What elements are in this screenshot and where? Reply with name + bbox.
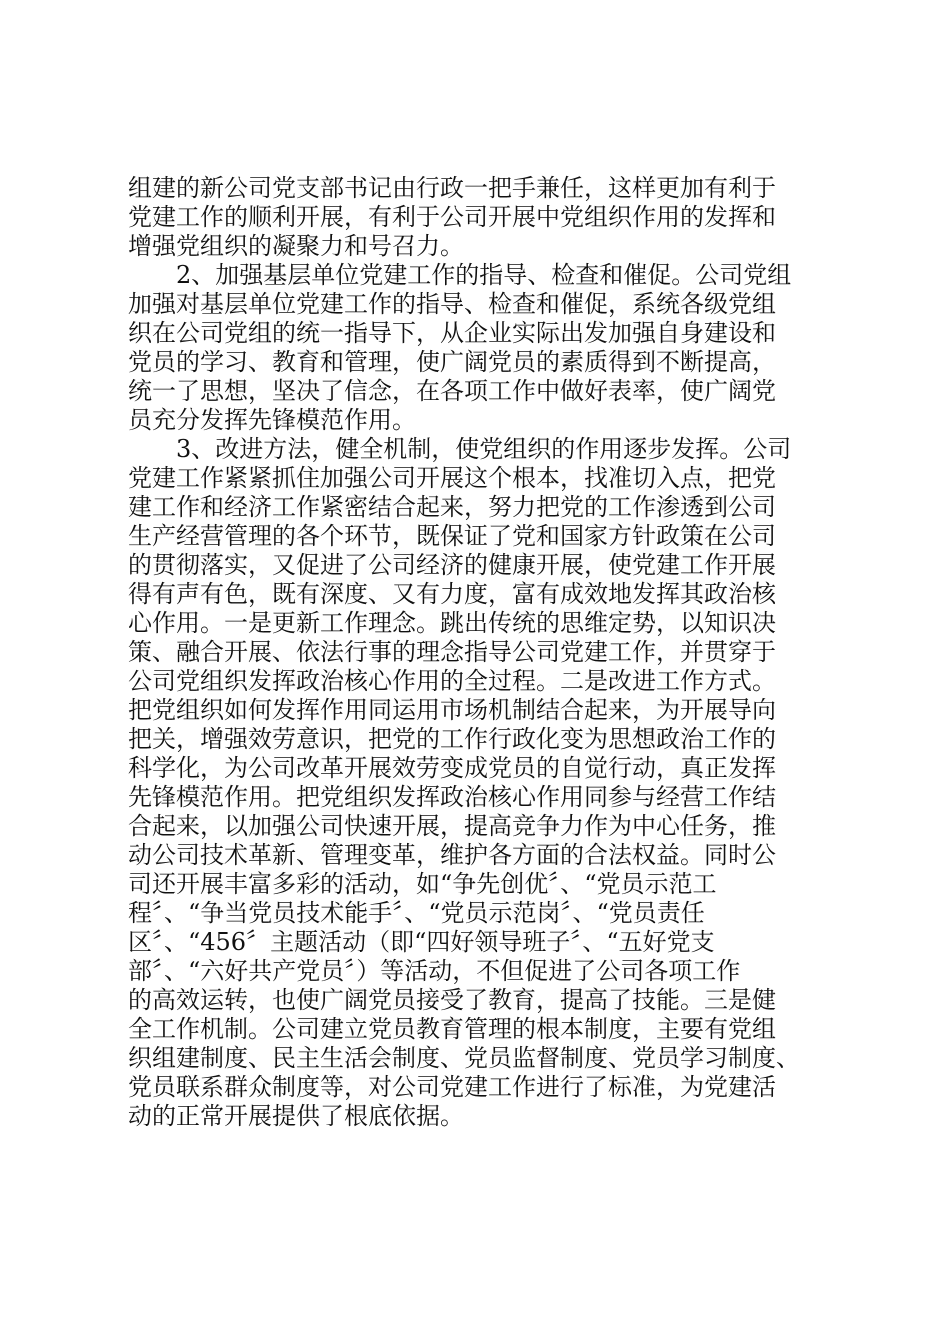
text-line: 区〞、“456〞主题活动（即“四好领导班子〞、“五好党支	[128, 928, 715, 956]
paragraph-first-line: 3、改进方法，健全机制，使党组织的作用逐步发挥。公司	[176, 435, 792, 463]
text-line: 科学化，为公司改革开展效劳变成党员的自觉行动，真正发挥	[128, 754, 776, 782]
text-line: 党员联系群众制度等，对公司党建工作进行了标准，为党建活	[128, 1073, 776, 1101]
text-line: 统一了思想，坚决了信念，在各项工作中做好表率，使广阔党	[128, 377, 776, 405]
text-line: 员充分发挥先锋模范作用。	[128, 406, 416, 434]
text-line: 全工作机制。公司建立党员教育管理的根本制度，主要有党组	[128, 1015, 776, 1043]
text-line: 心作用。一是更新工作理念。跳出传统的思维定势，以知识决	[128, 609, 776, 637]
document-body	[128, 174, 828, 1131]
text-line: 组建的新公司党支部书记由行政一把手兼任，这样更加有利于	[128, 174, 776, 202]
text-line: 加强对基层单位党建工作的指导、检查和催促，系统各级党组	[128, 290, 776, 318]
text-line: 党建工作紧紧抓住加强公司开展这个根本，找准切入点，把党	[128, 464, 776, 492]
text-line: 司还开展丰富多彩的活动，如“争先创优〞、“党员示范工	[128, 870, 717, 898]
text-line: 得有声有色，既有深度、又有力度，富有成效地发挥其政治核	[128, 580, 776, 608]
text-line: 公司党组织发挥政治核心作用的全过程。二是改进工作方式。	[128, 667, 776, 695]
text-line: 策、融合开展、依法行事的理念指导公司党建工作，并贯穿于	[128, 638, 776, 666]
text-line: 的贯彻落实，又促进了公司经济的健康开展，使党建工作开展	[128, 551, 776, 579]
text-line: 的高效运转，也使广阔党员接受了教育，提高了技能。三是健	[128, 986, 776, 1014]
text-line: 把关，增强效劳意识，把党的工作行政化变为思想政治工作的	[128, 725, 776, 753]
text-line: 生产经营管理的各个环节，既保证了党和国家方针政策在公司	[128, 522, 776, 550]
text-line: 党建工作的顺利开展，有利于公司开展中党组织作用的发挥和	[128, 203, 776, 231]
text-line: 建工作和经济工作紧密结合起来，努力把党的工作渗透到公司	[128, 493, 776, 521]
text-line: 织在公司党组的统一指导下，从企业实际出发加强自身建设和	[128, 319, 776, 347]
text-line: 织组建制度、民主生活会制度、党员监督制度、党员学习制度、	[128, 1044, 800, 1072]
text-line: 党员的学习、教育和管理，使广阔党员的素质得到不断提高，	[128, 348, 776, 376]
text-line: 部〞、“六好共产党员〞）等活动，不但促进了公司各项工作	[128, 957, 741, 985]
text-line: 把党组织如何发挥作用同运用市场机制结合起来，为开展导向	[128, 696, 776, 724]
text-line: 动公司技术革新、管理变革，维护各方面的合法权益。同时公	[128, 841, 776, 869]
text-line: 合起来，以加强公司快速开展，提高竞争力作为中心任务，推	[128, 812, 776, 840]
text-line: 动的正常开展提供了根底依据。	[128, 1102, 464, 1130]
text-line: 先锋模范作用。把党组织发挥政治核心作用同参与经营工作结	[128, 783, 776, 811]
paragraph-first-line: 2、加强基层单位党建工作的指导、检查和催促。公司党组	[176, 261, 792, 289]
text-line: 增强党组织的凝聚力和号召力。	[128, 232, 464, 260]
text-line: 程〞、“争当党员技术能手〞、“党员示范岗〞、“党员责任	[128, 899, 705, 927]
